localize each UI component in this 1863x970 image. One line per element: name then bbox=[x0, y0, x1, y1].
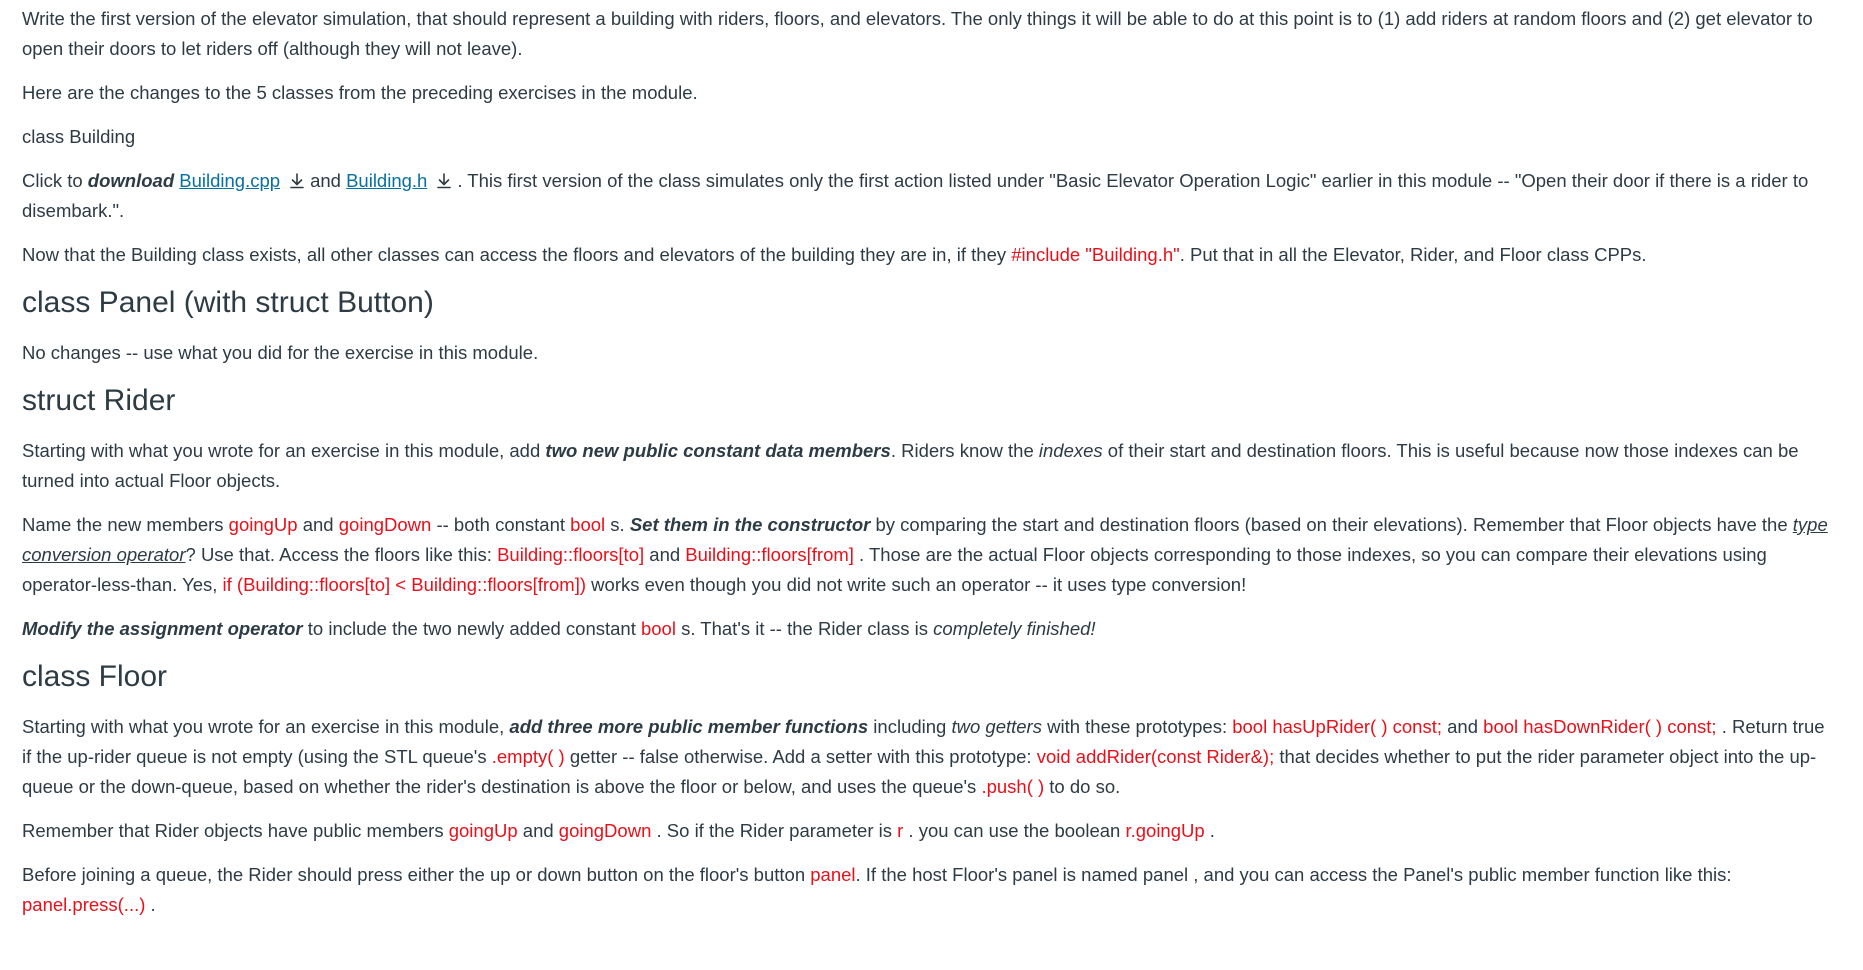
building-h-link[interactable]: Building.h bbox=[346, 170, 428, 191]
floor-paragraph-2: Remember that Rider objects have public members goingUp and goingDown . So if the Rider parameter is r . you can use the boolean r.goingUp . bbox=[22, 820, 1215, 841]
rider-paragraph-1: Starting with what you wrote for an exercise in this module, add two new public constant data members. Riders know the indexes of their start and destination floors. This is useful because now those indexes can be turned into actual Floor objects. bbox=[22, 440, 1799, 491]
panel-heading: class Panel (with struct Button) bbox=[22, 286, 434, 319]
floor-heading: class Floor bbox=[22, 660, 168, 693]
floor-paragraph-1: Starting with what you wrote for an exercise in this module, add three more public member functions including two getters with these prototypes: bool hasUpRider( ) const; and bool hasDownRider( ) const; . Return true if the up-rider queue is not empty (using the STL queue's .empty( ) getter -- false otherwise. Add a setter with this prototype: void addRider(const Rider&); that decides whether to put the rider parameter object into the up-queue or the down-queue, based on whether the rider's destination is above the floor or below, and uses the queue's .push( ) to do so. bbox=[22, 716, 1825, 797]
building-access-paragraph: Now that the Building class exists, all other classes can access the floors and elevators of the building they are in, if they #include "Building.h". Put that in all the Elevator, Rider, and Floor class CPPs. bbox=[22, 244, 1647, 265]
building-cpp-link[interactable]: Building.cpp bbox=[179, 170, 281, 191]
type-conversion-link[interactable]: type conversion operator bbox=[22, 514, 1828, 565]
building-label: class Building bbox=[22, 126, 136, 147]
rider-paragraph-3: Modify the assignment operator to include the two newly added constant bool s. That's it -- the Rider class is completely finished! bbox=[22, 618, 1096, 639]
rider-heading: struct Rider bbox=[22, 384, 176, 417]
changes-intro: Here are the changes to the 5 classes from the preceding exercises in the module. bbox=[22, 82, 698, 103]
building-download-paragraph: Click to download Building.cpp and Building.h . This first version of the class simulates only the first action listed under "Basic Elevator Operation Logic" earlier in this module -- "Open their door if there is a rider to disembark.". bbox=[22, 170, 1809, 221]
download-icon[interactable] bbox=[435, 172, 453, 190]
intro-paragraph: Write the first version of the elevator simulation, that should represent a building with riders, floors, and elevators. The only things it will be able to do at this point is to (1) add riders at random floors and (2) get elevator to open their doors to let riders off (although they will not leave). bbox=[22, 8, 1813, 59]
download-icon[interactable] bbox=[288, 172, 306, 190]
rider-paragraph-2: Name the new members goingUp and goingDown -- both constant bool s. Set them in the constructor by comparing the start and destination floors (based on their elevations). Remember that Floor objects have the type conversion operator? Use that. Access the floors like this: Building::floors[to] and Building::floors[from] . Those are the actual Floor objects corresponding to those indexes, so you can compare their elevations using operator-less-than. Yes, if (Building::floors[to] < Building::floors[from]) works even though you did not write such an operator -- it uses type conversion! bbox=[22, 514, 1828, 595]
code-snippet: #include "Building.h" bbox=[1011, 244, 1180, 265]
floor-paragraph-3: Before joining a queue, the Rider should press either the up or down button on the floor's button panel. If the host Floor's panel is named panel , and you can access the Panel's public member function like this: panel.press(...) . bbox=[22, 864, 1732, 915]
panel-paragraph: No changes -- use what you did for the exercise in this module. bbox=[22, 342, 539, 363]
